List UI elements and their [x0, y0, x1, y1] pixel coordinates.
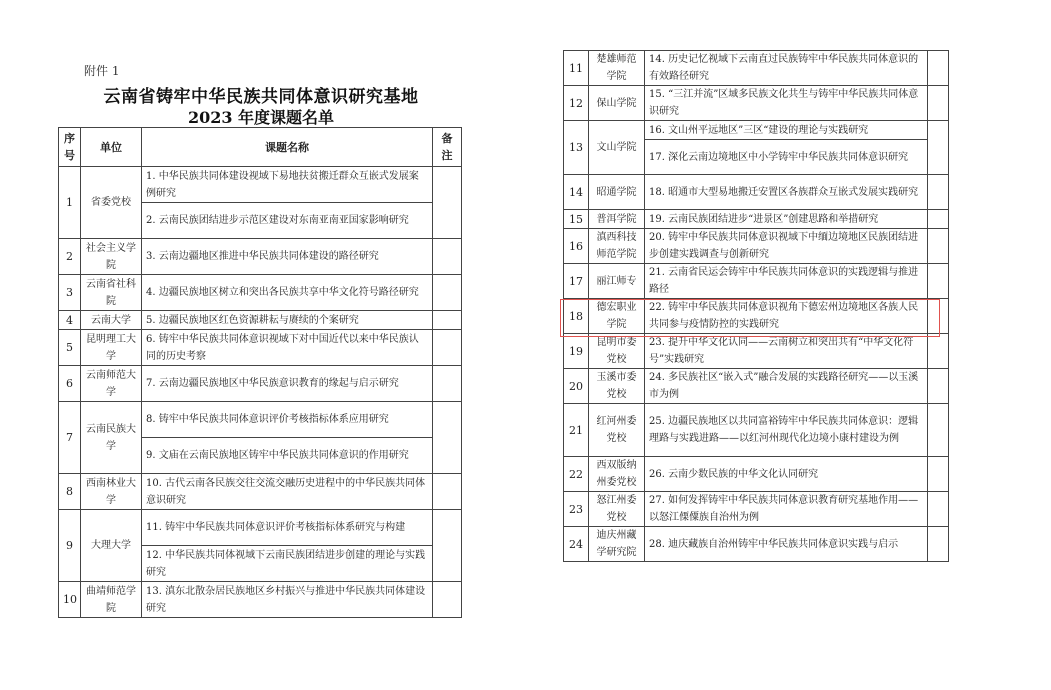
row-unit: 滇西科技师范学院: [589, 229, 645, 264]
row-unit: 云南师范大学: [81, 366, 142, 402]
table-row: [59, 275, 462, 311]
row-note: [433, 167, 462, 239]
row-note: [433, 366, 462, 402]
row-no: 13: [564, 121, 589, 175]
row-topic: 13. 滇东北散杂居民族地区乡村振兴与推进中华民族共同体建设研究: [142, 582, 433, 618]
row-unit: 文山学院: [589, 121, 645, 175]
table-row: [59, 474, 462, 510]
row-topic: 22. 铸牢中华民族共同体意识视角下德宏州边境地区各族人民共同参与疫情防控的实践研究: [645, 299, 928, 334]
left-document-page: [52, 52, 470, 652]
row-note: [928, 369, 949, 404]
row-note: [928, 210, 949, 229]
row-note: [928, 334, 949, 369]
row-topic: 21. 云南省民运会铸牢中华民族共同体意识的实践逻辑与推进路径: [645, 264, 928, 299]
table-row: [59, 366, 462, 402]
row-note: [433, 510, 462, 582]
row-unit: 怒江州委党校: [589, 492, 645, 527]
row-topic: 3. 云南边疆地区推进中华民族共同体建设的路径研究: [142, 239, 433, 275]
row-no: 3: [59, 275, 81, 311]
table-row: [59, 402, 462, 438]
row-unit: 丽江师专: [589, 264, 645, 299]
row-topic: 5. 边疆民族地区红色资源耕耘与赓续的个案研究: [142, 311, 433, 330]
table-row: [564, 175, 949, 210]
header-topic: 课题名称: [142, 128, 433, 167]
row-note: [928, 527, 949, 562]
row-unit: 保山学院: [589, 86, 645, 121]
row-note: [928, 299, 949, 334]
row-topic: 4. 边疆民族地区树立和突出各民族共享中华文化符号路径研究: [142, 275, 433, 311]
row-no: 14: [564, 175, 589, 210]
table-row: [564, 86, 949, 121]
header-no: 序号: [59, 128, 81, 167]
row-unit: 曲靖师范学院: [81, 582, 142, 618]
row-note: [433, 275, 462, 311]
row-no: 19: [564, 334, 589, 369]
right-document-page: [560, 46, 952, 631]
row-no: 10: [59, 582, 81, 618]
row-note: [433, 474, 462, 510]
row-topic: 15. “三江并流”区域多民族文化共生与铸牢中华民族共同体意识研究: [645, 86, 928, 121]
row-no: 15: [564, 210, 589, 229]
row-topic: 11. 铸牢中华民族共同体意识评价考核指标体系研究与构建: [142, 510, 433, 546]
row-no: 24: [564, 527, 589, 562]
row-unit: 迪庆州藏学研究院: [589, 527, 645, 562]
row-unit: 省委党校: [81, 167, 142, 239]
table-row: [564, 369, 949, 404]
row-unit: 社会主义学院: [81, 239, 142, 275]
table-row: [59, 239, 462, 275]
row-no: 16: [564, 229, 589, 264]
row-note: [928, 457, 949, 492]
row-topic: 8. 铸牢中华民族共同体意识评价考核指标体系应用研究: [142, 402, 433, 438]
row-topic: 26. 云南少数民族的中华文化认同研究: [645, 457, 928, 492]
table-row: [564, 210, 949, 229]
row-note: [433, 402, 462, 474]
table-row: [59, 582, 462, 618]
row-no: 4: [59, 311, 81, 330]
row-no: 22: [564, 457, 589, 492]
topics-table-right: [563, 50, 949, 562]
row-topic: 1. 中华民族共同体建设视域下易地扶贫搬迁群众互嵌式发展案例研究: [142, 167, 433, 203]
row-unit: 普洱学院: [589, 210, 645, 229]
table-row: [59, 510, 462, 546]
row-unit: 昭通学院: [589, 175, 645, 210]
document-subtitle: 2023 年度课题名单: [187, 108, 335, 127]
row-topic: 7. 云南边疆民族地区中华民族意识教育的缘起与启示研究: [142, 366, 433, 402]
row-note: [433, 330, 462, 366]
document-title: 云南省铸牢中华民族共同体意识研究基地: [103, 87, 419, 107]
row-note: [928, 492, 949, 527]
row-note: [433, 239, 462, 275]
row-unit: 西南林业大学: [81, 474, 142, 510]
row-note: [928, 51, 949, 86]
row-topic: 28. 迪庆藏族自治州铸牢中华民族共同体意识实践与启示: [645, 527, 928, 562]
row-unit: 楚雄师范学院: [589, 51, 645, 86]
row-no: 20: [564, 369, 589, 404]
row-no: 1: [59, 167, 81, 239]
header-unit: 单位: [81, 128, 142, 167]
table-row: [59, 311, 462, 330]
row-no: 9: [59, 510, 81, 582]
row-topic: 23. 提升中华文化认同——云南树立和突出共有“中华文化符号”实践研究: [645, 334, 928, 369]
table-row: [564, 229, 949, 264]
topics-table-left: [58, 127, 462, 618]
row-topic: 18. 昭通市大型易地搬迁安置区各族群众互嵌式发展实践研究: [645, 175, 928, 210]
row-topic: 9. 文庙在云南民族地区铸牢中华民族共同体意识的作用研究: [142, 438, 433, 474]
row-topic: 25. 边疆民族地区以共同富裕铸牢中华民族共同体意识：逻辑理路与实践进路——以红河州现代化边境小康村建设为例: [645, 404, 928, 457]
row-topic: 27. 如何发挥铸牢中华民族共同体意识教育研究基地作用——以怒江傈僳族自治州为例: [645, 492, 928, 527]
row-no: 21: [564, 404, 589, 457]
row-no: 6: [59, 366, 81, 402]
row-no: 2: [59, 239, 81, 275]
row-unit: 玉溪市委党校: [589, 369, 645, 404]
row-topic: 10. 古代云南各民族交往交流交融历史进程中的中华民族共同体意识研究: [142, 474, 433, 510]
table-row-highlighted: [564, 264, 949, 299]
row-no: 11: [564, 51, 589, 86]
table-row: [564, 121, 949, 140]
row-unit: 云南大学: [81, 311, 142, 330]
row-topic: 12. 中华民族共同体视域下云南民族团结进步创建的理论与实践研究: [142, 546, 433, 582]
table-row: [564, 334, 949, 369]
row-no: 23: [564, 492, 589, 527]
row-unit: 云南省社科院: [81, 275, 142, 311]
row-unit: 西双版纳州委党校: [589, 457, 645, 492]
row-unit: 德宏职业学院: [589, 299, 645, 334]
row-topic: 19. 云南民族团结进步“进景区”创建思路和举措研究: [645, 210, 928, 229]
row-note: [928, 264, 949, 299]
header-note: 备注: [433, 128, 462, 167]
row-unit: 红河州委党校: [589, 404, 645, 457]
row-no: 12: [564, 86, 589, 121]
row-note: [928, 175, 949, 210]
row-note: [433, 582, 462, 618]
row-unit: 昆明理工大学: [81, 330, 142, 366]
row-no: 7: [59, 402, 81, 474]
table-row: [564, 404, 949, 457]
table-row: [564, 299, 949, 334]
table-row: [564, 527, 949, 562]
row-note: [928, 86, 949, 121]
row-note: [928, 121, 949, 175]
table-row: [564, 51, 949, 86]
row-unit: 大理大学: [81, 510, 142, 582]
row-topic: 17. 深化云南边境地区中小学铸牢中华民族共同体意识研究: [645, 140, 928, 175]
row-note: [433, 311, 462, 330]
row-unit: 昆明市委党校: [589, 334, 645, 369]
row-no: 18: [564, 299, 589, 334]
table-row: [564, 457, 949, 492]
row-topic: 24. 多民族社区“嵌入式”融合发展的实践路径研究——以玉溪市为例: [645, 369, 928, 404]
row-topic: 20. 铸牢中华民族共同体意识视域下中缅边境地区民族团结进步创建实践调查与创新研究: [645, 229, 928, 264]
row-no: 17: [564, 264, 589, 299]
table-row: [564, 492, 949, 527]
row-topic: 6. 铸牢中华民族共同体意识视域下对中国近代以来中华民族认同的历史考察: [142, 330, 433, 366]
row-note: [928, 229, 949, 264]
row-topic: 16. 文山州平远地区”三区“建设的理论与实践研究: [645, 121, 928, 140]
row-unit: 云南民族大学: [81, 402, 142, 474]
table-row: [59, 167, 462, 203]
table-row: [59, 330, 462, 366]
attachment-label: 附件 1: [84, 64, 120, 78]
row-topic: 2. 云南民族团结进步示范区建设对东南亚南亚国家影响研究: [142, 203, 433, 239]
row-no: 8: [59, 474, 81, 510]
row-note: [928, 404, 949, 457]
row-topic: 14. 历史记忆视域下云南直过民族铸牢中华民族共同体意识的有效路径研究: [645, 51, 928, 86]
row-no: 5: [59, 330, 81, 366]
